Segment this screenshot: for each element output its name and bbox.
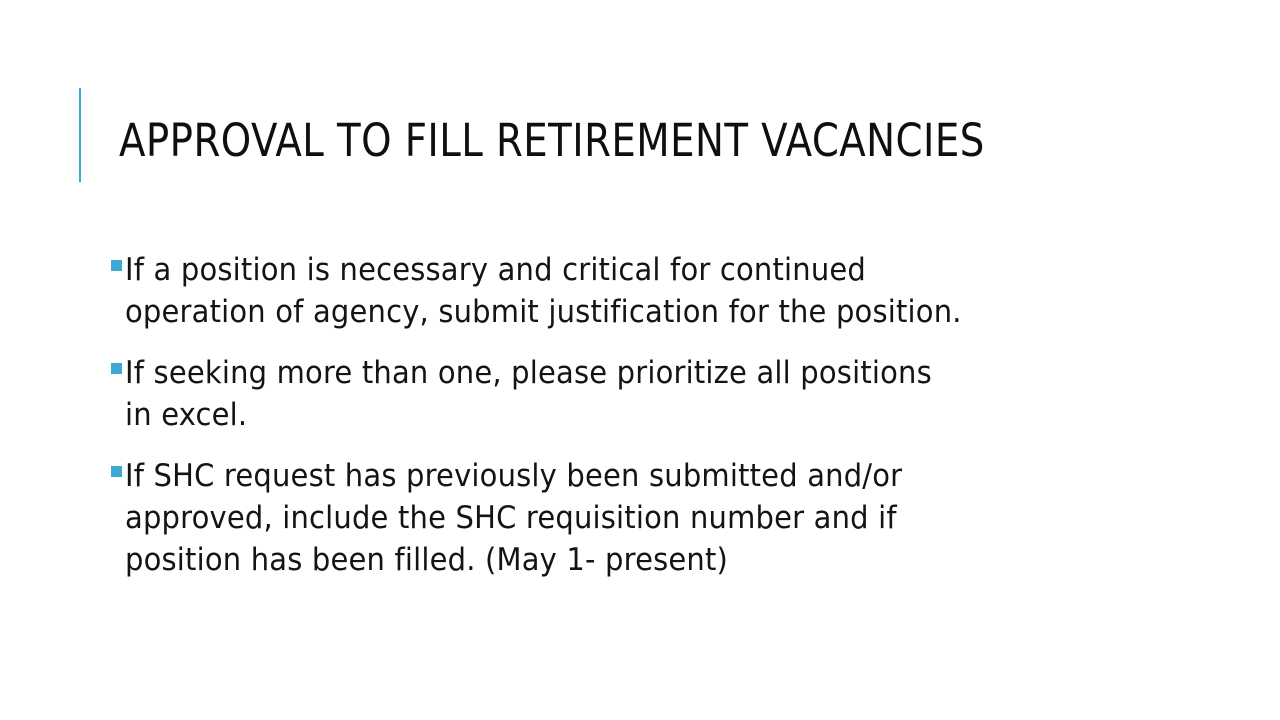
bullet-1-line-2: operation of agency, submit justification for the position. bbox=[125, 294, 962, 330]
bullet-text-1 bbox=[125, 249, 1066, 333]
bullet-item-1 bbox=[111, 249, 1131, 333]
bullet-2-line-2: in excel. bbox=[125, 397, 248, 433]
square-bullet-icon bbox=[111, 466, 122, 477]
slide-title: APPROVAL TO FILL RETIREMENT VACANCIES bbox=[119, 114, 985, 167]
bullet-3-line-2: approved, include the SHC requisition number and if bbox=[125, 500, 897, 536]
bullet-item-3 bbox=[111, 455, 1131, 581]
bullet-text-3 bbox=[125, 455, 1066, 581]
square-bullet-icon bbox=[111, 260, 122, 271]
bullet-list bbox=[111, 249, 1131, 600]
square-bullet-icon bbox=[111, 363, 122, 374]
bullet-2-line-1: If seeking more than one, please prioritize all positions bbox=[125, 355, 932, 391]
title-accent-bar bbox=[79, 88, 81, 182]
bullet-3-line-1: If SHC request has previously been submitted and/or bbox=[125, 458, 903, 494]
bullet-text-2 bbox=[125, 352, 1066, 436]
bullet-3-line-3: position has been filled. (May 1- present) bbox=[125, 542, 729, 578]
bullet-item-2 bbox=[111, 352, 1131, 436]
bullet-1-line-1: If a position is necessary and critical for continued bbox=[125, 252, 867, 288]
